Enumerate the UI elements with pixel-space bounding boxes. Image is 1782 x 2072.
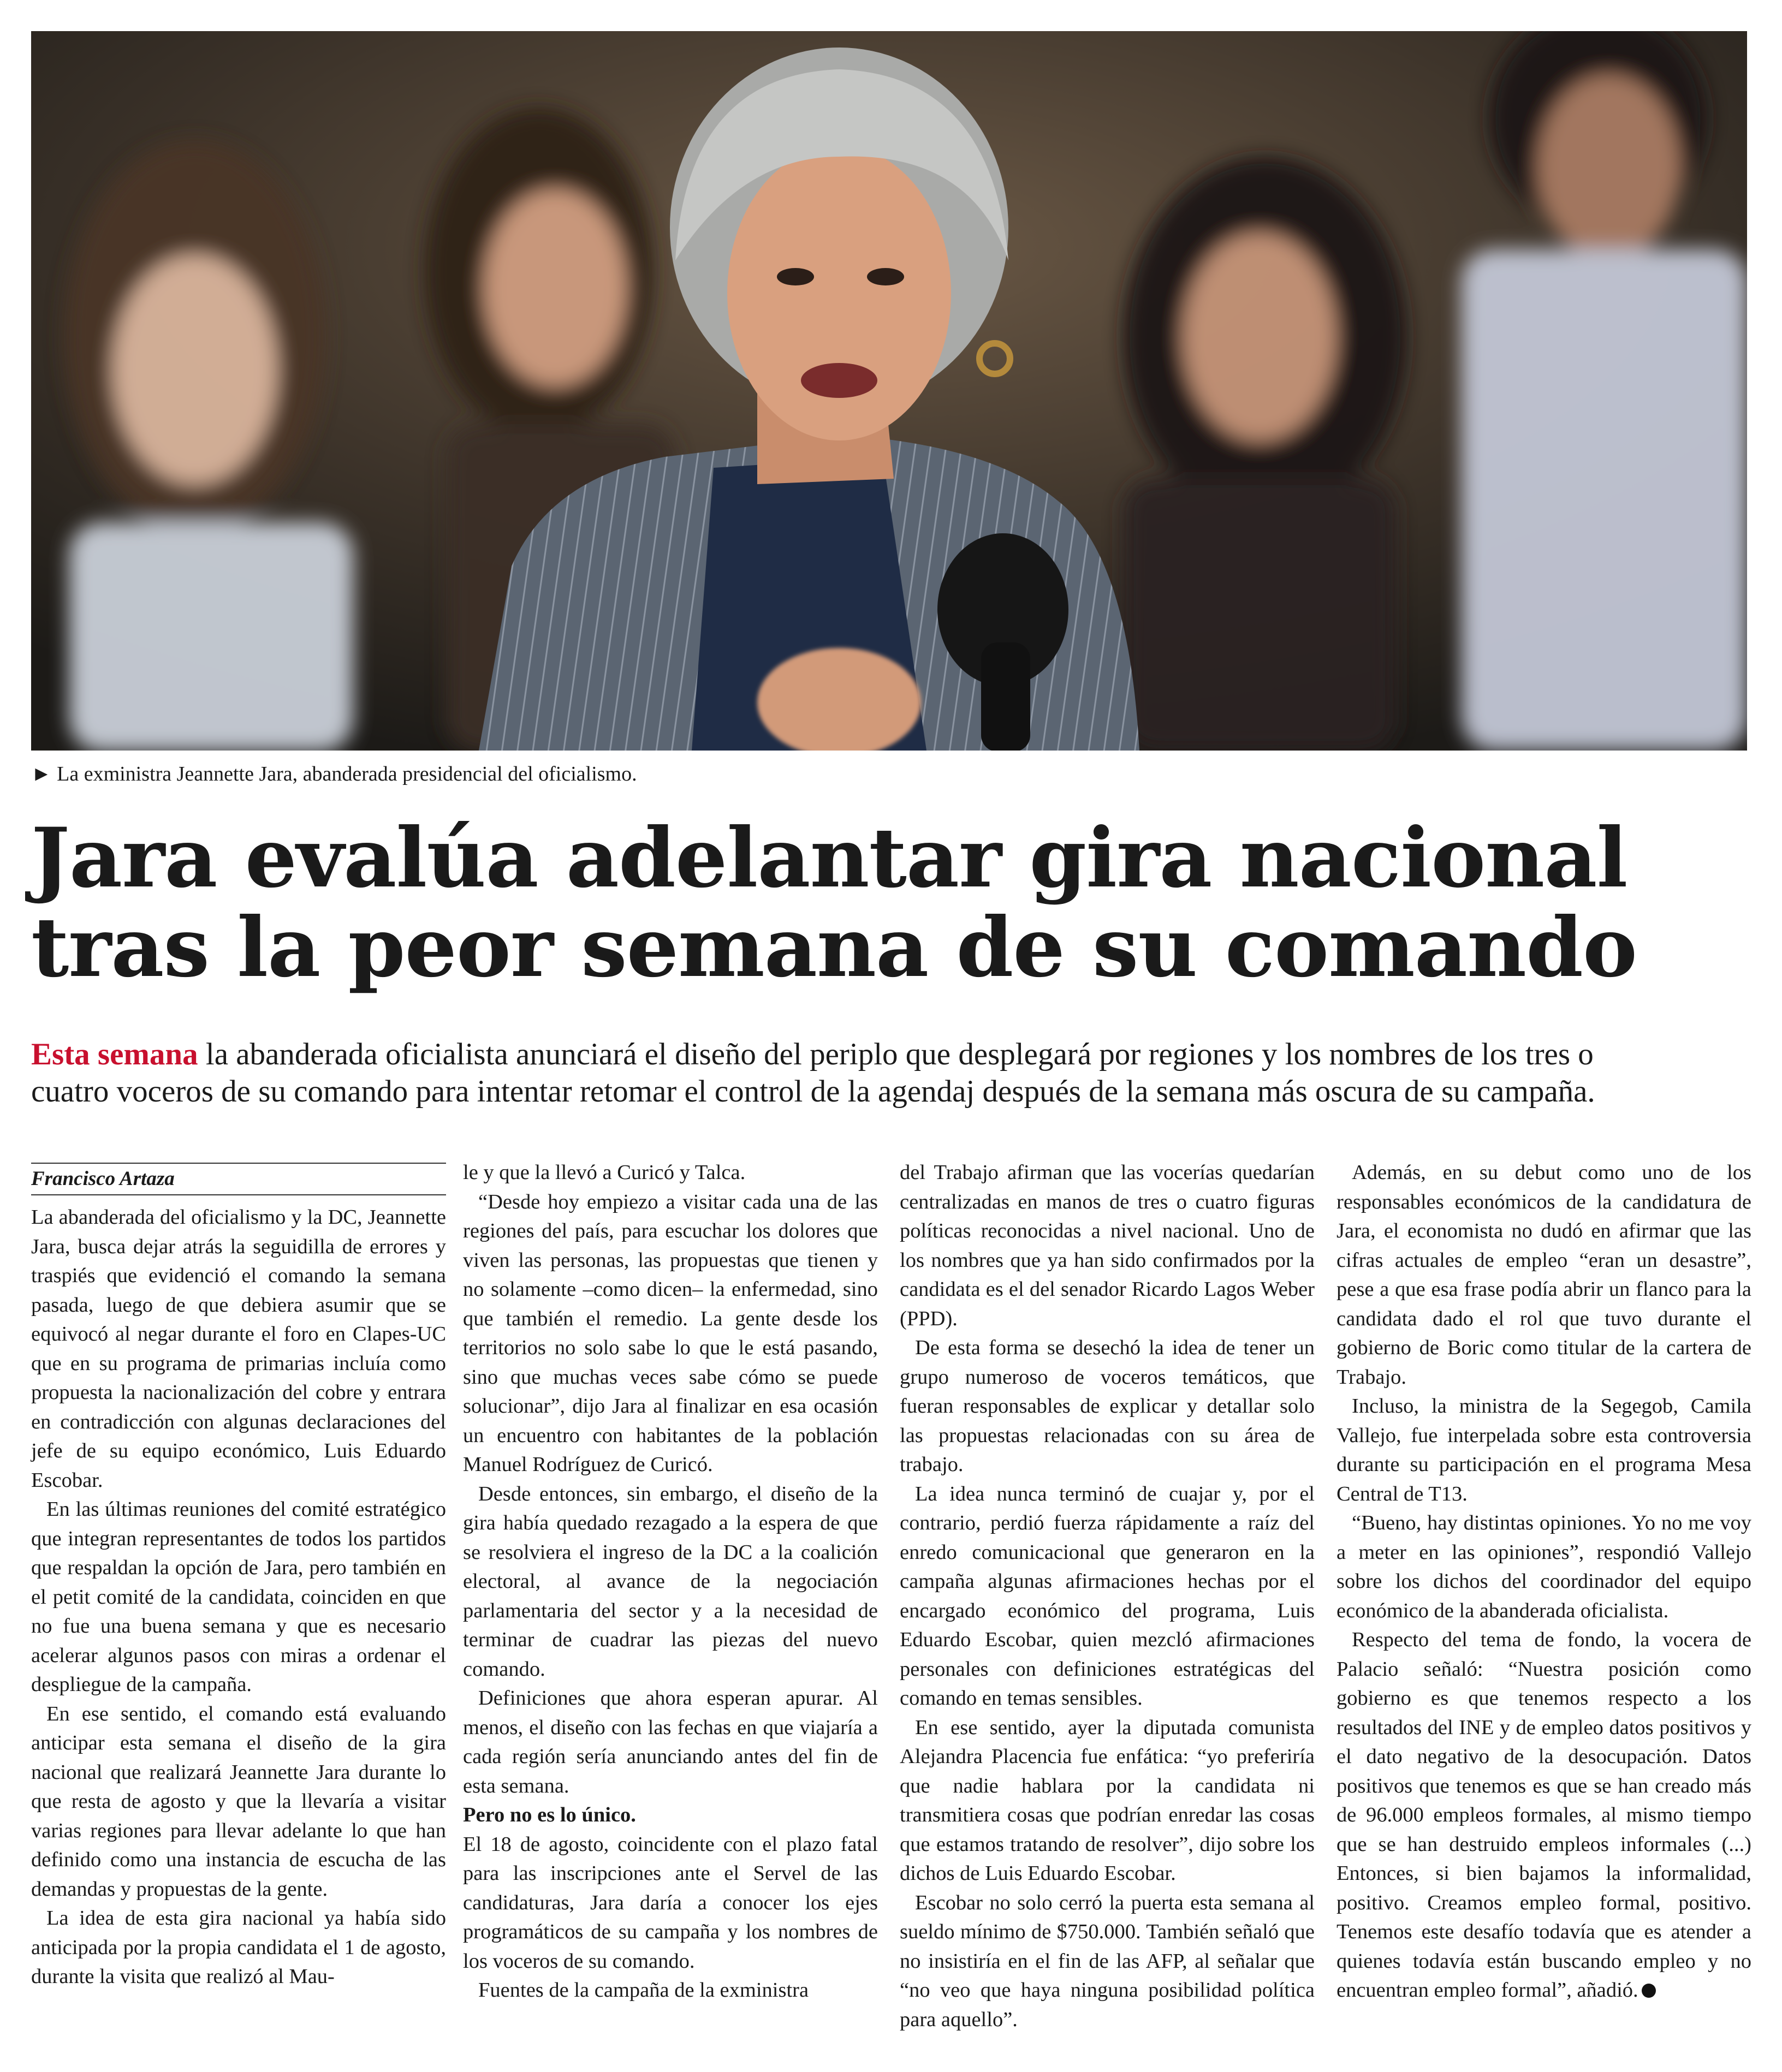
paragraph: Escobar no solo cerró la puerta esta semana al sueldo mínimo de $750.000. También señaló que no insistiría en el fin de las AFP, al señalar que “no veo que haya ninguna posibilidad política para aquello”. (900, 1891, 1315, 2031)
paragraph: del Trabajo afirman que las vocerías quedarían centralizadas en manos de tres o cuatro figuras políticas reconocidas a nivel nacional. Uno de los nombres que ya han sido confirmados por la candidata es el del senador Ricardo Lagos Weber (PPD). (900, 1161, 1315, 1330)
column-1 (31, 1158, 446, 1992)
column-4 (1336, 1158, 1751, 2005)
paragraph: Desde entonces, sin embargo, el diseño de la gira había quedado rezagado a la espera de que se resolviera el ingreso de la DC a la coalición electoral, al avance de la negociación parlamentaria del sector y a la necesidad de terminar de cuadrar las piezas del nuevo comando. (463, 1482, 878, 1681)
paragraph-final-text: Respecto del tema de fondo, la vocera de Palacio señaló: “Nuestra posición como gobierno es que tenemos respecto a los resultados del INE y de empleo datos positivos y el dato negativo de la desocupación. Datos positivos que tenemos es que se han creado más de 96.000 empleos formales, al mismo tiempo que se han destruido empleos informales (...) Entonces, si bien bajamos la informalidad, positivo. Creamos empleo formal, positivo. Tenemos este desafío todavía que es atender a quienes todavía están buscando empleo y no encuentran empleo formal”, añadió. (1336, 1628, 1751, 2002)
deck-lead: Esta semana (31, 1037, 198, 1071)
headline (31, 810, 1751, 996)
photo-caption (31, 762, 1747, 786)
paragraph: El 18 de agosto, coincidente con el plazo fatal para las inscripciones ante el Servel de las candidaturas, Jara daría a conocer los ejes programáticos de su campaña y los nombres de los voceros de su comando. (463, 1832, 878, 1973)
paragraph: En las últimas reuniones del comité estratégico que integran representantes de todos los partidos que respaldan la opción de Jara, pero también en el petit comité de la candidata, coinciden en que no fue una buena semana y que es necesario acelerar algunos pasos con miras a ordenar el despliegue de la campaña. (31, 1498, 446, 1696)
caption-text: La exministra Jeannette Jara, abanderada presidencial del oficialismo. (57, 763, 637, 785)
paragraph: La idea nunca terminó de cuajar y, por el contrario, perdió fuerza rápidamente a raíz del enredo comunicacional que generaron en la campaña algunas afirmaciones hechas por el encargado económico del programa, Luis Eduardo Escobar, quien mezcló afirmaciones personales con definiciones estratégicas del comando en temas sensibles. (900, 1482, 1315, 1710)
deck-line-1-rest: la abanderada oficialista anunciará el diseño del periplo que desplegará por regiones y los nombres de los tres o (198, 1037, 1594, 1071)
paragraph-final (1336, 1626, 1751, 2005)
deck-line-1 (31, 1036, 1751, 1073)
paragraph: Además, en su debut como uno de los responsables económicos de la candidatura de Jara, el economista no dudó en afirmar que las cifras actuales de empleo “eran un desastre”, pese a que esa frase podía abrir un flanco para la candidata dado el rol que tuvo durante el gobierno de Boric como titular de la cartera de Trabajo. (1336, 1161, 1751, 1389)
article-photo (31, 31, 1747, 751)
paragraph: Definiciones que ahora esperan apurar. Al menos, el diseño con las fechas en que viajaría a cada región sería anunciando antes del fin de esta semana. (463, 1687, 878, 1797)
byline: Francisco Artaza (31, 1163, 446, 1195)
paragraph: La abanderada del oficialismo y la DC, Jeannette Jara, busca dejar atrás la seguidilla de errores y traspiés que evidenció el comando la semana pasada, luego de que debiera asumir que se equivocó al negar durante el foro en Clapes-UC que en su programa de primarias incluía como propuesta la nacionalización del cobre y entrara en contradicción con algunas declaraciones del jefe de su equipo económico, Luis Eduardo Escobar. (31, 1206, 446, 1492)
deck-line-2: cuatro voceros de su comando para intentar retomar el control de la agendaj después de la semana más oscura de su campaña. (31, 1074, 1595, 1109)
deck (31, 1036, 1751, 1110)
headline-line-1: Jara evalúa adelantar gira nacional (31, 810, 1627, 906)
section-subhead: Pero no es lo único. (463, 1803, 636, 1826)
paragraph: De esta forma se desechó la idea de tener un grupo numeroso de voceros temáticos, que fueran responsables de explicar y detallar solo las propuestas relacionadas con su área de trabajo. (900, 1336, 1315, 1476)
paragraph: Incluso, la ministra de la Segegob, Camila Vallejo, fue interpelada sobre esta controversia durante su participación en el programa Mesa Central de T13. (1336, 1395, 1751, 1505)
paragraph: Fuentes de la campaña de la exministra (478, 1979, 809, 2002)
paragraph: le y que la llevó a Curicó y Talca. (463, 1161, 746, 1184)
paragraph: “Desde hoy empiezo a visitar cada una de las regiones del país, para escuchar los dolores que viven las personas, las propuestas que tienen y no solamente –como dicen– la enfermedad, sino que también el remedio. La gente desde los territorios no solo sabe lo que le está pasando, sino que muchas veces sabe cómo se puede solucionar”, dijo Jara al finalizar en esa ocasión un encuentro con habitantes de la población Manuel Rodríguez de Curicó. (463, 1190, 878, 1476)
headline-line-2: tras la peor semana de su comando (31, 900, 1637, 996)
column-3 (900, 1158, 1315, 2034)
caption-arrow-icon: ► (31, 763, 52, 785)
paragraph: En ese sentido, ayer la diputada comunista Alejandra Placencia fue enfática: “yo preferiría que nadie hablara por la candidata ni transmitiera cosas que podrían enredar las cosas que estamos tratando de resolver”, dijo sobre los dichos de Luis Eduardo Escobar. (900, 1716, 1315, 1885)
paragraph: “Bueno, hay distintas opiniones. Yo no me voy a meter en las opiniones”, respondió Vallejo sobre los dichos del coordinador del equipo económico de la abanderada oficialista. (1336, 1511, 1751, 1622)
paragraph: En ese sentido, el comando está evaluando anticipar esta semana el diseño de la gira nacional que realizará Jeannette Jara durante lo que resta de agosto y que la llevaría a visitar varias regiones para llevar adelante lo que han definido como una instancia de escucha de las demandas y propuestas de la gente. (31, 1702, 446, 1901)
photo-illustration (31, 31, 1747, 751)
paragraph: La idea de esta gira nacional ya había sido anticipada por la propia candidata el 1 de agosto, durante la visita que realizó al Mau- (31, 1907, 446, 1988)
column-2 (463, 1158, 878, 2005)
end-of-article-icon (1642, 1984, 1656, 1998)
